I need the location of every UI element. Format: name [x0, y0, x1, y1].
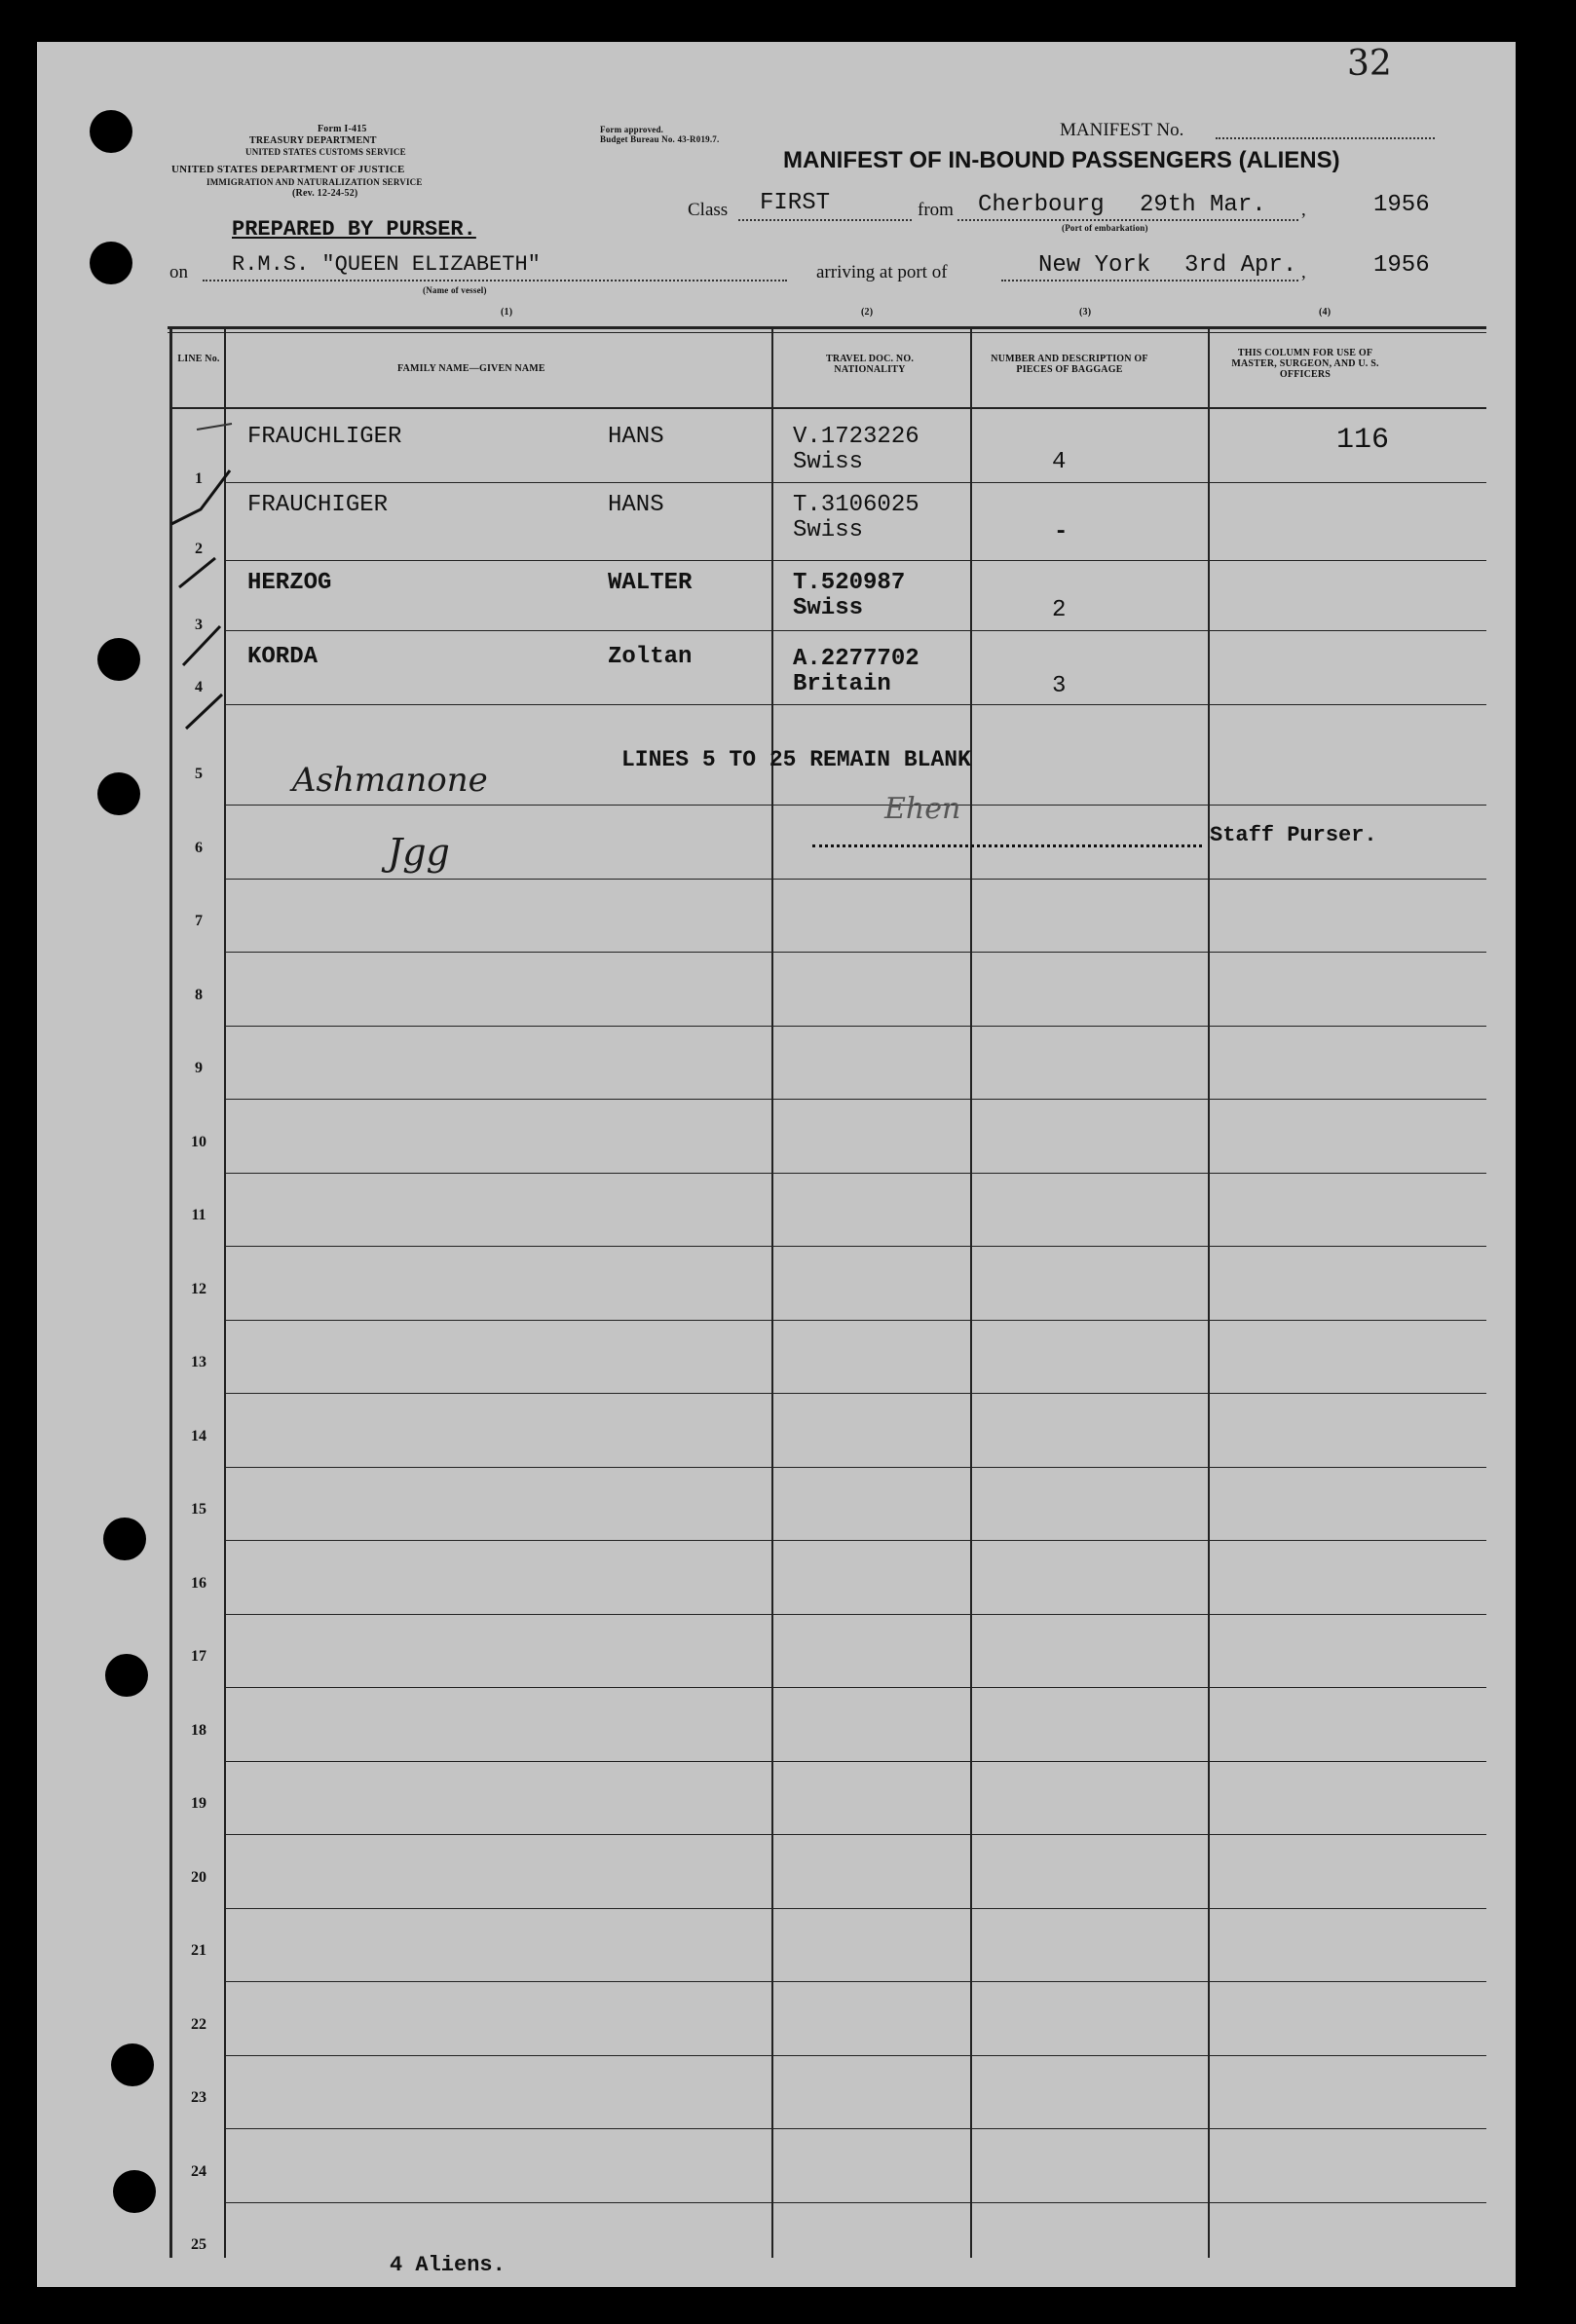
- manifest-title: MANIFEST OF IN-BOUND PASSENGERS (ALIENS): [783, 147, 1340, 173]
- form-justice: UNITED STATES DEPARTMENT OF JUSTICE: [171, 164, 405, 175]
- header-baggage: NUMBER AND DESCRIPTION OF PIECES OF BAGGAGE: [991, 354, 1148, 375]
- col-divider-doc: [771, 329, 773, 2258]
- arrival-date: 3rd Apr.: [1184, 252, 1297, 279]
- given-name: WALTER: [608, 570, 693, 596]
- line-number: 12: [191, 1281, 206, 1297]
- line-number: 14: [191, 1428, 206, 1444]
- from-comma: ,: [1301, 200, 1306, 220]
- remain-blank-note: LINES 5 TO 25 REMAIN BLANK: [621, 747, 971, 772]
- given-name: HANS: [608, 492, 664, 518]
- header-name: FAMILY NAME—GIVEN NAME: [397, 363, 545, 374]
- nationality: Britain: [793, 671, 891, 697]
- col-num-2: (2): [861, 307, 874, 318]
- row-rule: [224, 1320, 1486, 1321]
- line-number: 3: [195, 617, 203, 633]
- baggage-count: 2: [1052, 597, 1067, 623]
- line-number: 19: [191, 1795, 206, 1812]
- line-number: 15: [191, 1501, 206, 1518]
- line-number: 9: [195, 1060, 203, 1076]
- vessel-caption: (Name of vessel): [423, 285, 487, 295]
- row-rule: [224, 1908, 1486, 1909]
- line-number: 17: [191, 1648, 206, 1665]
- approval-line2: Budget Bureau No. 43-R019.7.: [600, 134, 720, 144]
- header-doc: TRAVEL DOC. NO. NATIONALITY: [825, 354, 915, 375]
- class-label: Class: [688, 200, 729, 220]
- baggage-count: 3: [1052, 673, 1067, 699]
- row-rule: [224, 1246, 1486, 1247]
- line-number: 1: [195, 470, 203, 487]
- from-label: from: [918, 200, 954, 220]
- line-number: 22: [191, 2016, 206, 2033]
- row-rule: [224, 1614, 1486, 1615]
- travel-doc: T.520987: [793, 570, 906, 596]
- travel-doc: T.3106025: [793, 492, 919, 518]
- row-rule: [224, 2128, 1486, 2129]
- row-rule: [224, 1761, 1486, 1762]
- line-number: 11: [191, 1207, 206, 1223]
- family-name: HERZOG: [247, 570, 332, 596]
- punch-hole: [111, 2043, 154, 2086]
- from-year: 1956: [1373, 192, 1430, 218]
- punch-hole: [97, 638, 140, 681]
- given-name: HANS: [608, 424, 664, 450]
- vessel-underline: [203, 280, 787, 281]
- row-rule: [224, 1393, 1486, 1394]
- baggage-count: 4: [1052, 449, 1067, 475]
- line-number: 23: [191, 2089, 206, 2106]
- row-rule: [224, 1173, 1486, 1174]
- table-top-rule-2: [168, 332, 1486, 333]
- page-number: 32: [1347, 44, 1392, 84]
- form-dept: TREASURY DEPARTMENT: [249, 135, 377, 146]
- approval-line1: Form approved.: [600, 125, 664, 134]
- prepared-by: PREPARED BY PURSER.: [232, 217, 476, 242]
- row-rule: [224, 879, 1486, 880]
- line-number: 7: [195, 913, 203, 929]
- col-divider-officers: [1208, 329, 1210, 2258]
- footer-total: 4 Aliens.: [390, 2253, 506, 2277]
- nationality: Swiss: [793, 449, 864, 475]
- row-rule: [224, 952, 1486, 953]
- arriving-label: arriving at port of: [816, 262, 948, 282]
- form-ins: IMMIGRATION AND NATURALIZATION SERVICE: [206, 177, 423, 187]
- line-number: 24: [191, 2163, 206, 2180]
- line-number: 16: [191, 1575, 206, 1592]
- line-number: 18: [191, 1722, 206, 1739]
- form-rev: (Rev. 12-24-52): [292, 188, 358, 199]
- baggage-count: -: [1054, 519, 1069, 545]
- arrival-port: New York: [1038, 252, 1151, 279]
- row-rule: [224, 482, 1486, 483]
- family-name: FRAUCHIGER: [247, 492, 389, 518]
- line-number: 10: [191, 1134, 206, 1150]
- row-rule: [224, 2055, 1486, 2056]
- table-top-rule: [168, 326, 1486, 329]
- form-id: Form I-415: [318, 124, 367, 134]
- signature-initials: Jgg: [388, 831, 450, 874]
- row-rule: [224, 1540, 1486, 1541]
- tick-marks: [162, 412, 298, 733]
- family-name: KORDA: [247, 644, 319, 670]
- row-rule: [224, 1687, 1486, 1688]
- line-number: 8: [195, 987, 203, 1003]
- row-rule: [224, 560, 1486, 561]
- travel-doc: A.2277702: [793, 646, 919, 672]
- row-rule: [224, 805, 1486, 806]
- line-number: 20: [191, 1869, 206, 1886]
- row-rule: [224, 630, 1486, 631]
- header-line-no: LINE No.: [177, 354, 220, 364]
- class-value: FIRST: [760, 190, 831, 216]
- purser-signature-line: [812, 844, 1202, 847]
- vessel-name: R.M.S. "QUEEN ELIZABETH": [232, 252, 541, 277]
- signature-purser: Ehen: [884, 792, 961, 826]
- arrival-year: 1956: [1373, 252, 1430, 279]
- from-port: Cherbourg: [978, 192, 1105, 218]
- line-number: 5: [195, 766, 203, 782]
- header-officers: THIS COLUMN FOR USE OF MASTER, SURGEON, AND U. S. OFFICERS: [1231, 348, 1379, 380]
- arrival-underline: [1001, 280, 1298, 281]
- given-name: Zoltan: [608, 644, 693, 670]
- officer-number: 116: [1336, 424, 1390, 457]
- col-num-3: (3): [1079, 307, 1092, 318]
- punch-hole: [90, 110, 132, 153]
- row-rule: [224, 1099, 1486, 1100]
- from-underline: [957, 219, 1298, 221]
- row-rule: [224, 2202, 1486, 2203]
- punch-hole: [90, 242, 132, 284]
- punch-hole: [105, 1654, 148, 1697]
- port-embark-caption: (Port of embarkation): [1062, 223, 1148, 233]
- row-rule: [224, 1981, 1486, 1982]
- family-name: FRAUCHLIGER: [247, 424, 402, 450]
- class-underline: [738, 219, 912, 221]
- row-rule: [224, 1834, 1486, 1835]
- from-date: 29th Mar.: [1140, 192, 1266, 218]
- row-rule: [224, 1026, 1486, 1027]
- row-rule: [224, 1467, 1486, 1468]
- line-number: 25: [191, 2236, 206, 2253]
- arrival-comma: ,: [1301, 262, 1306, 282]
- line-number: 6: [195, 840, 203, 856]
- nationality: Swiss: [793, 517, 864, 544]
- manifest-no-blank: [1216, 137, 1435, 139]
- staff-purser-label: Staff Purser.: [1210, 823, 1377, 847]
- travel-doc: V.1723226: [793, 424, 919, 450]
- manifest-sheet: [37, 42, 1516, 2287]
- punch-hole: [113, 2170, 156, 2213]
- signature-officer: Ashmanone: [292, 761, 488, 800]
- line-number: 13: [191, 1354, 206, 1370]
- col-num-1: (1): [501, 307, 513, 318]
- col-num-4: (4): [1319, 307, 1332, 318]
- col-divider-baggage: [970, 329, 972, 2258]
- form-customs: UNITED STATES CUSTOMS SERVICE: [245, 147, 406, 157]
- line-number: 2: [195, 541, 203, 557]
- line-number: 4: [195, 679, 203, 695]
- line-number: 21: [191, 1942, 206, 1959]
- header-bottom-rule: [171, 407, 1486, 409]
- punch-hole: [103, 1518, 146, 1560]
- row-rule: [224, 704, 1486, 705]
- nationality: Swiss: [793, 595, 864, 621]
- punch-hole: [97, 772, 140, 815]
- manifest-no-label: MANIFEST No.: [1060, 120, 1184, 140]
- on-label: on: [169, 262, 188, 282]
